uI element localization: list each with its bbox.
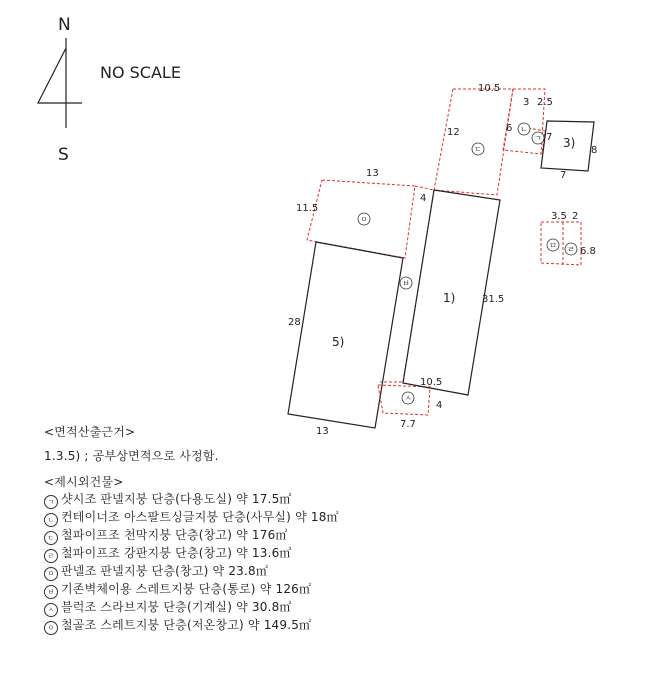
- dim-b3-bottom: 7: [560, 170, 567, 181]
- south-label: S: [58, 145, 69, 165]
- mark-bieup: ㅂ: [402, 279, 410, 288]
- item-text: 철파이프조 천막지붕 단층(창고) 약 176㎡: [61, 528, 288, 542]
- excluded-item: [44, 563, 339, 581]
- building-5-outline: [288, 242, 403, 428]
- notes-panel: [44, 424, 339, 635]
- item-mark-icon: ㅇ: [44, 621, 58, 635]
- item-text: 철골조 스레트지붕 단층(저온창고) 약 149.5㎡: [61, 618, 312, 632]
- north-label: N: [58, 15, 71, 35]
- excluded-item: [44, 599, 339, 617]
- mark-digeut: ㄷ: [474, 145, 482, 154]
- item-mark-icon: ㄹ: [44, 549, 58, 563]
- dim-rieul-side: 6.8: [580, 246, 596, 257]
- mark-siot: ㅅ: [404, 394, 412, 403]
- dim-b5-bottom: 13: [316, 426, 329, 437]
- item-text: 블럭조 스라브지붕 단층(기계실) 약 30.8㎡: [61, 600, 292, 614]
- item-mark-icon: ㄴ: [44, 513, 58, 527]
- item-text: 판넬조 판넬지붕 단층(창고) 약 23.8㎡: [61, 564, 269, 578]
- mark-nieun: ㄴ: [520, 125, 528, 134]
- dim-rieul-top-right: 2: [572, 211, 579, 222]
- mark-giyeok: ㄱ: [534, 134, 542, 143]
- building-5-label: 5): [332, 335, 345, 349]
- dim-ieung-top: 13: [366, 168, 379, 179]
- dim-b1-bottom: 10.5: [420, 377, 443, 388]
- excluded-heading: <제시외건물>: [44, 475, 124, 489]
- area-basis-text: 1.3.5) ; 공부상면적으로 사정함.: [44, 449, 219, 463]
- item-mark-icon: ㅅ: [44, 603, 58, 617]
- dim-b1-top: 4: [420, 193, 427, 204]
- excluded-item: [44, 545, 339, 563]
- dim-giyeok-side: 7: [546, 132, 553, 143]
- dim-ieung-side: 11.5: [296, 203, 319, 214]
- area-basis-heading: <면적산출근거>: [44, 425, 136, 439]
- excluded-item: [44, 527, 339, 545]
- mark-rieul: ㄹ: [567, 245, 575, 254]
- excluded-item: [44, 509, 339, 527]
- item-mark-icon: ㅁ: [44, 567, 58, 581]
- dim-siot-bottom: 7.7: [400, 419, 416, 430]
- annex-digeut-outline: [434, 89, 513, 195]
- item-mark-icon: ㅂ: [44, 585, 58, 599]
- scale-note: NO SCALE: [100, 63, 181, 82]
- item-mark-icon: ㄱ: [44, 495, 58, 509]
- item-mark-icon: ㄷ: [44, 531, 58, 545]
- dim-nieun-side: 6: [506, 123, 513, 134]
- dim-nieun-top: 3: [523, 97, 530, 108]
- item-text: 철파이프조 강판지붕 단층(창고) 약 13.6㎡: [61, 546, 292, 560]
- mark-ieung: ㅇ: [360, 215, 368, 224]
- dim-b1-side: 31.5: [482, 294, 505, 305]
- item-text: 컨테이너조 아스팔트싱글지붕 단층(사무실) 약 18㎡: [61, 510, 339, 524]
- dim-b3-side: 8: [591, 145, 598, 156]
- dim-b3-top: 2.5: [537, 97, 553, 108]
- dim-siot-side: 4: [436, 400, 443, 411]
- dim-digeut-top: 10.5: [478, 83, 501, 94]
- excluded-item: [44, 617, 339, 635]
- item-text: 샷시조 판넬지붕 단층(다용도실) 약 17.5㎡: [61, 492, 292, 506]
- building-3-label: 3): [563, 136, 576, 150]
- item-text: 기존벽체이용 스레트지붕 단층(통로) 약 126㎡: [61, 582, 312, 596]
- excluded-item: [44, 581, 339, 599]
- north-arrow-icon: [38, 38, 82, 128]
- mark-mieum: ㅁ: [549, 241, 557, 250]
- building-1-label: 1): [443, 291, 456, 305]
- dim-b5-side: 28: [288, 317, 301, 328]
- dim-digeut-side: 12: [447, 127, 460, 138]
- excluded-item: [44, 491, 339, 509]
- dim-rieul-top-left: 3.5: [551, 211, 567, 222]
